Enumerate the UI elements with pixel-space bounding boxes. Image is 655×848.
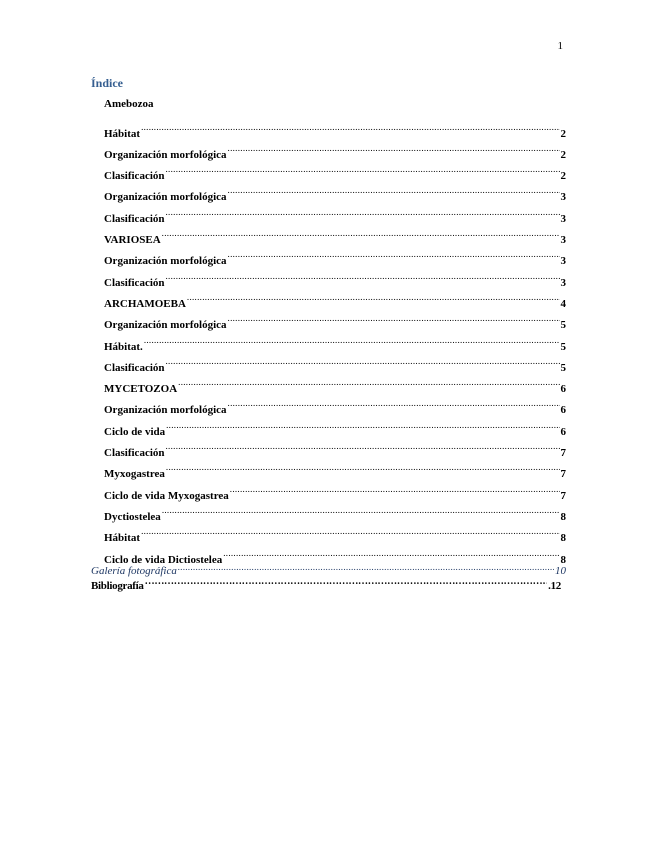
toc-entry-label: Dyctiostelea [104, 510, 161, 523]
toc-entry-page: 5 [560, 361, 566, 374]
toc-entry-label: Organización morfológica [104, 191, 227, 204]
toc-entry[interactable] [104, 264, 566, 289]
dot-leader [141, 520, 559, 541]
toc-entry-page: .12 [548, 580, 561, 592]
toc-entry[interactable] [104, 137, 566, 161]
toc-entry-page: 2 [560, 127, 566, 140]
toc-entry-label: Organización morfológica [104, 148, 227, 161]
toc-entry-label: Ciclo de vida [104, 425, 166, 438]
toc-entry[interactable] [104, 94, 566, 115]
toc-entry-label: Bibliografía [91, 580, 144, 592]
toc-entry-label: MYCETOZOA [104, 383, 178, 396]
toc-entry[interactable] [104, 222, 566, 247]
toc-heading: Índice [91, 76, 124, 90]
toc-entry-label: VARIOSEA [104, 234, 161, 247]
dot-leader [145, 575, 548, 589]
toc-entry[interactable] [104, 115, 566, 140]
toc-entry-label: Clasificación [104, 170, 165, 183]
toc-entry-label: Organización morfológica [104, 255, 227, 268]
toc-entry-label: ARCHAMOEBA [104, 297, 186, 310]
toc-entry[interactable] [104, 328, 566, 353]
toc-entry-page: 7 [560, 489, 566, 502]
toc-entry[interactable] [104, 158, 566, 183]
toc-entry-page: 8 [560, 553, 566, 566]
toc-entry-label: Organización morfológica [104, 404, 227, 417]
toc-entry[interactable] [104, 477, 566, 502]
dot-leader [228, 307, 560, 328]
dot-leader [178, 560, 554, 574]
toc-entry-page: 3 [560, 212, 566, 225]
toc-entry-label: Organización morfológica [104, 319, 227, 332]
toc-entry-page: 6 [560, 383, 566, 396]
toc-entry[interactable] [104, 179, 566, 204]
toc-entry-label: Clasificación [104, 361, 165, 374]
toc-entry-label: Hábitat [104, 532, 141, 545]
toc-entry-page: 8 [560, 510, 566, 523]
dot-leader [166, 200, 560, 221]
toc-entry-page: 6 [560, 425, 566, 438]
toc-entry-page: 4 [560, 297, 566, 310]
toc-entry-page: 6 [560, 404, 566, 417]
dot-leader [166, 456, 560, 477]
dot-leader [162, 222, 560, 243]
toc-entry-label: Galería fotográfica [91, 565, 177, 577]
toc-entry-label: Ciclo de vida Myxogastrea [104, 489, 229, 502]
toc-list [104, 94, 566, 566]
dot-leader [187, 286, 560, 307]
toc-entry-page: 8 [560, 532, 566, 545]
toc-entry-bibliografia[interactable] [91, 575, 561, 592]
toc-entry-page: 2 [560, 170, 566, 183]
toc-entry-page: 5 [560, 340, 566, 353]
toc-entry-page: 5 [560, 319, 566, 332]
dot-leader [228, 137, 560, 158]
toc-entry-page: 10 [555, 565, 566, 577]
dot-leader [166, 435, 560, 456]
dot-leader [141, 115, 559, 136]
toc-entry-label: Hábitat. [104, 340, 143, 353]
page-number: 1 [557, 40, 563, 52]
dot-leader [162, 499, 560, 520]
dot-leader [178, 371, 559, 392]
toc-entry[interactable] [104, 520, 566, 545]
dot-leader [166, 350, 560, 371]
dot-leader [228, 243, 560, 264]
dot-leader [228, 179, 560, 200]
toc-entry[interactable] [104, 435, 566, 460]
toc-entry[interactable] [104, 286, 566, 310]
toc-entry[interactable] [104, 413, 566, 438]
toc-entry-label: Clasificación [104, 212, 165, 225]
toc-entry[interactable] [104, 350, 566, 374]
toc-entry[interactable] [104, 200, 566, 225]
toc-entry-page: 3 [560, 234, 566, 247]
toc-entry-page: 3 [560, 276, 566, 289]
dot-leader [228, 392, 560, 413]
toc-entry[interactable] [104, 456, 566, 481]
toc-entry-label: Clasificación [104, 447, 165, 460]
dot-leader [166, 264, 560, 285]
toc-entry-label: Hábitat [104, 127, 141, 140]
dot-leader [166, 413, 559, 434]
toc-entry-page: 2 [560, 148, 566, 161]
toc-entry-page: 7 [560, 447, 566, 460]
dot-leader [144, 328, 560, 349]
toc-entry-page: 3 [560, 255, 566, 268]
toc-entry[interactable] [104, 243, 566, 268]
toc-entry-page: 7 [560, 468, 566, 481]
dot-leader [230, 477, 560, 498]
toc-entry[interactable] [104, 499, 566, 523]
toc-entry-label: Amebozoa [104, 98, 154, 110]
toc-entry-label: Myxogastrea [104, 468, 165, 481]
toc-entry-label: Clasificación [104, 276, 165, 289]
toc-entry-page: 3 [560, 191, 566, 204]
dot-leader [166, 158, 560, 179]
toc-entry[interactable] [104, 371, 566, 396]
toc-entry-label: Ciclo de vida Dictiostelea [104, 553, 223, 566]
